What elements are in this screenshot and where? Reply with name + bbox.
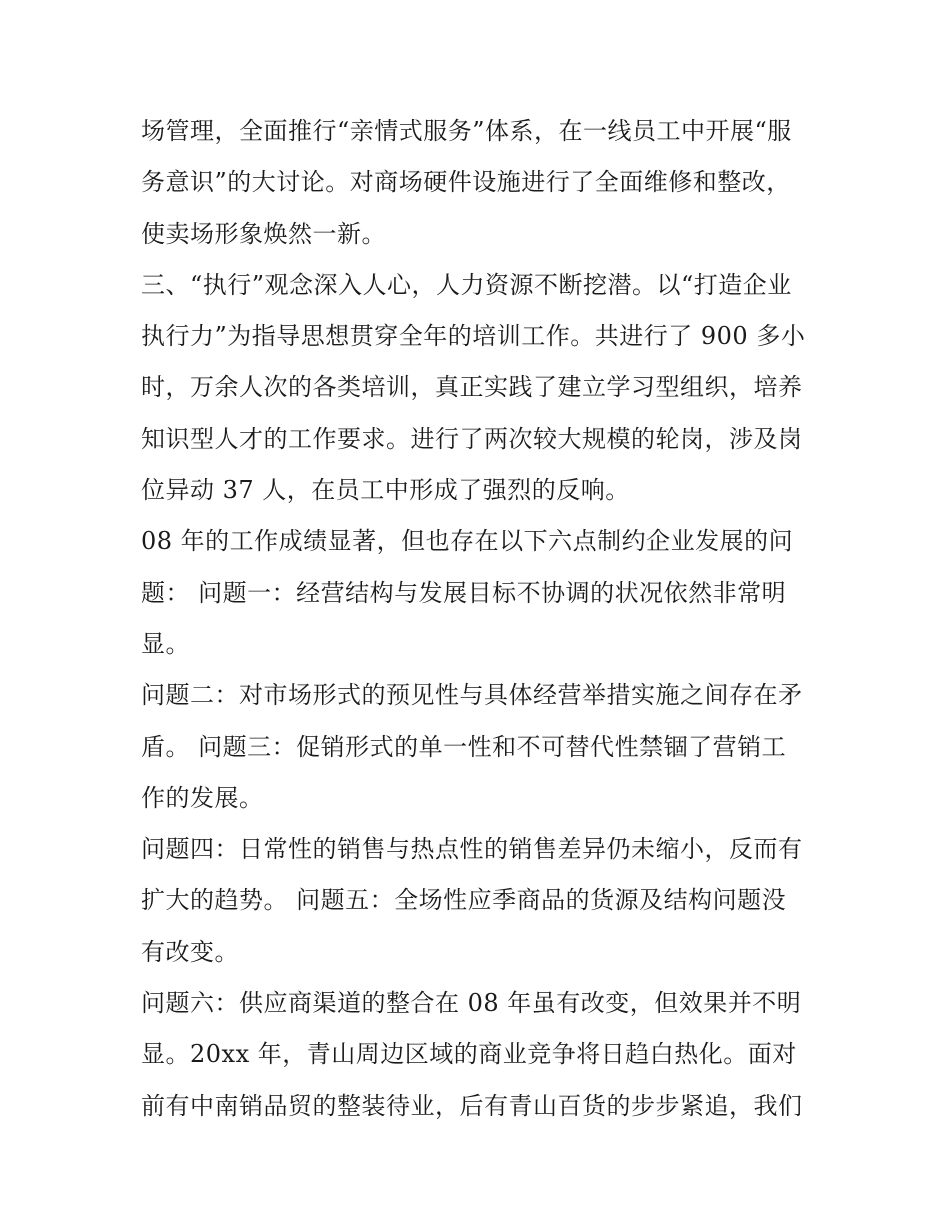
text-line: 位异动 37 人，在员工中形成了强烈的反响。 <box>141 476 630 505</box>
text-line: 三、“执行”观念深入人心，人力资源不断挖潜。以“打造企业 <box>141 270 792 299</box>
text-line: 显。20xx 年，青山周边区域的商业竞争将日趋白热化。面对 <box>141 1040 797 1069</box>
text-line: 务意识”的大讨论。对商场硬件设施进行了全面维修和整改， <box>141 168 791 197</box>
text-line: 使卖场形象焕然一新。 <box>141 219 386 248</box>
text-line: 执行力”为指导思想贯穿全年的培训工作。共进行了 900 多小 <box>141 322 806 351</box>
text-line: 问题六：供应商渠道的整合在 08 年虽有改变，但效果并不明 <box>141 989 802 1018</box>
text-line: 问题二：对市场形式的预见性与具体经营举措实施之间存在矛 <box>141 681 803 710</box>
document-body <box>141 106 821 1132</box>
text-line: 显。 <box>141 629 190 658</box>
text-line: 知识型人才的工作要求。进行了两次较大规模的轮岗，涉及岗 <box>141 424 803 453</box>
text-line: 问题四：日常性的销售与热点性的销售差异仍未缩小，反而有 <box>141 835 803 864</box>
text-line: 题： 问题一：经营结构与发展目标不协调的状况依然非常明 <box>141 578 787 607</box>
text-line: 时，万余人次的各类培训，真正实践了建立学习型组织，培养 <box>141 373 803 402</box>
text-line: 盾。 问题三：促销形式的单一性和不可替代性禁锢了营销工 <box>141 732 787 761</box>
text-line: 扩大的趋势。 问题五：全场性应季商品的货源及结构问题没 <box>141 886 787 915</box>
text-line: 作的发展。 <box>141 783 264 812</box>
text-line: 场管理，全面推行“亲情式服务”体系，在一线员工中开展“服 <box>141 117 792 145</box>
text-line: 08 年的工作成绩显著，但也存在以下六点制约企业发展的问 <box>141 527 794 556</box>
text-line: 有改变。 <box>141 937 239 966</box>
text-line: 前有中南销品贸的整装待业，后有青山百货的步步紧追，我们 <box>141 1091 803 1120</box>
